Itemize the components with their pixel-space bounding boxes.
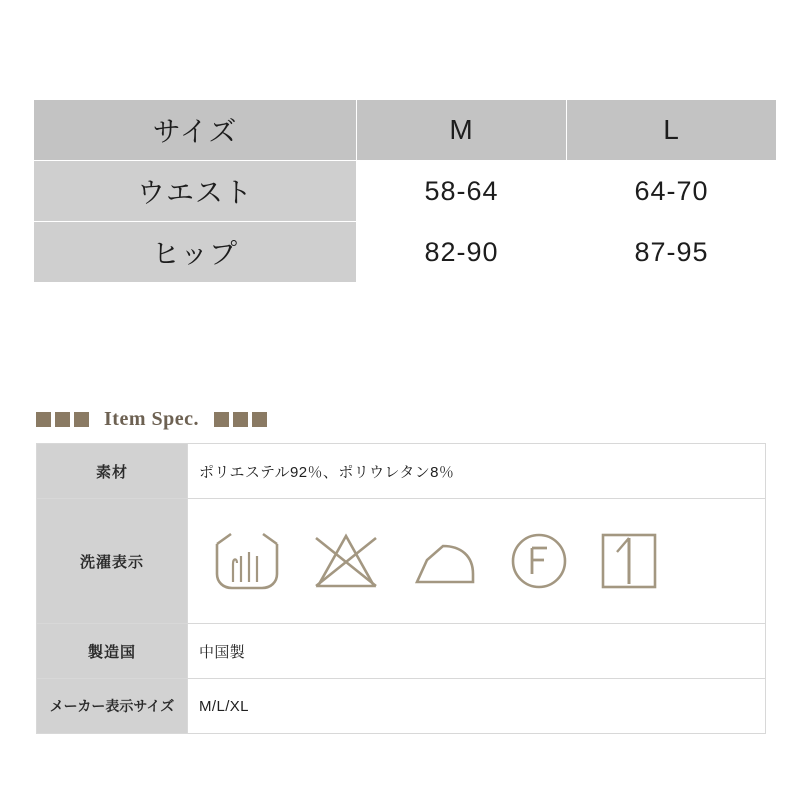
hip-m-value: 82-90 [357,222,567,283]
spec-label-material: 素材 [37,444,188,499]
spec-value-material: ポリエステル92％、ポリウレタン8％ [188,444,766,499]
square-icon [36,412,51,427]
size-header-label: サイズ [34,100,357,161]
hand-wash-icon [211,530,283,592]
table-row [37,624,766,679]
no-bleach-icon [310,530,382,592]
square-icon [233,412,248,427]
spec-label-wash: 洗濯表示 [37,499,188,624]
spec-label-maker-size: メーカー表示サイズ [37,679,188,734]
spec-value-origin: 中国製 [188,624,766,679]
hip-l-value: 87-95 [567,222,777,283]
iron-low-icon [409,530,481,592]
item-spec-table-wrap [36,443,766,734]
table-row [37,444,766,499]
item-spec-table [36,443,766,734]
square-icon [214,412,229,427]
table-row [37,499,766,624]
laundry-symbol-row [199,530,764,592]
row-label-waist: ウエスト [34,161,357,222]
dryclean-f-icon [508,530,570,592]
table-row [34,161,777,222]
row-label-hip: ヒップ [34,222,357,283]
square-icon [252,412,267,427]
spec-label-origin: 製造国 [37,624,188,679]
square-ornament-left [36,412,89,427]
line-dry-icon [597,530,661,592]
table-row [34,222,777,283]
square-icon [74,412,89,427]
size-header-m: M [357,100,567,161]
square-ornament-right [214,412,267,427]
waist-l-value: 64-70 [567,161,777,222]
table-row [37,679,766,734]
section-title: Item Spec. [104,408,199,430]
size-chart [33,99,767,283]
waist-m-value: 58-64 [357,161,567,222]
size-header-l: L [567,100,777,161]
item-spec-heading [36,408,267,431]
table-row [34,100,777,161]
spec-value-wash [188,499,766,624]
square-icon [55,412,70,427]
spec-value-maker-size: M/L/XL [188,679,766,734]
size-table [33,99,777,283]
